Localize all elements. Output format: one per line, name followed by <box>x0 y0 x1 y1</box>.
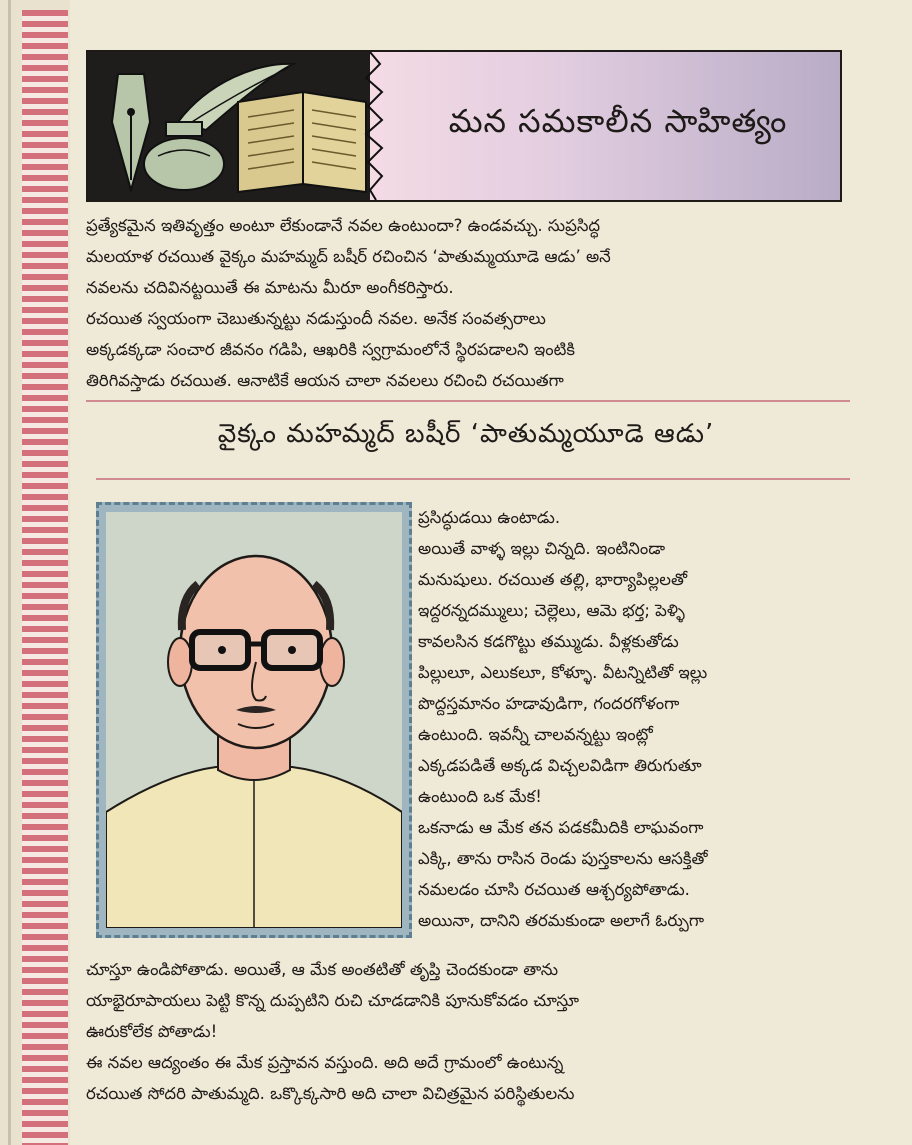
text-line: ఒకనాడు ఆ మేక తన పడకమీదికి లాఘవంగా <box>418 818 704 837</box>
text-line: పిల్లులూ, ఎలుకలూ, కోళ్ళూ. వీటన్నిటితో ఇల్లు <box>418 663 708 682</box>
text-line: ఈ నవల ఆద్యంతం ఈ మేక ప్రస్తావన వస్తుంది. అది అదే గ్రామంలో ఉంటున్న <box>86 1053 564 1072</box>
text-line: యాభైరూపాయలు పెట్టి కొన్న దుప్పటిని రుచి చూడడానికి పూనుకోవడం చూస్తూ <box>86 991 580 1010</box>
left-margin <box>0 0 70 1145</box>
fountain-pen-nib-icon <box>112 74 150 190</box>
text-line: నమలడం చూసి రచయిత ఆశ్చర్యపోతాడు. <box>418 880 690 899</box>
text-line: మనుషులు. రచయిత తల్లి, భార్యాపిల్లలతో <box>418 570 688 589</box>
text-line: రచయిత సోదరి పాతుమ్మది. ఒక్కొక్కసారి అది చాలా విచిత్రమైన పరిస్థితులను <box>86 1084 575 1103</box>
side-column-text <box>418 502 850 936</box>
text-line: తిరిగివస్తాడు రచయిత. ఆనాటికే ఆయన చాలా నవలలు రచించి రచయితగా <box>86 371 564 390</box>
intro-paragraph <box>86 210 850 396</box>
text-line: అక్కడక్కడా సంచార జీవనం గడిపి, ఆఖరికి స్వగ్రామంలోనే స్థిరపడాలని ఇంటికి <box>86 340 575 359</box>
text-line: ఎక్కడపడితే అక్కడ విచ్చలవిడిగా తిరుగుతూ <box>418 756 702 775</box>
section-header-banner <box>86 50 842 202</box>
closing-paragraph <box>86 954 850 1109</box>
section-title: మన సమకాలీన సాహిత్యం <box>448 102 788 140</box>
divider-bottom <box>96 478 850 480</box>
divider-top <box>86 400 850 402</box>
header-illustration <box>88 52 388 200</box>
text-line: చూస్తూ ఉండిపోతాడు. అయితే, ఆ మేక అంతటితో తృప్తి చెందకుండా తాను <box>86 960 559 979</box>
text-line: మలయాళ రచయిత వైక్కం మహమ్మద్ బషీర్ రచించిన ‘పాతుమ్మయూడె ఆడు’ అనే <box>86 247 611 266</box>
text-line: ఉంటుంది. ఇవన్నీ చాలవన్నట్టు ఇంట్లో <box>418 725 653 744</box>
text-line: ఉంటుంది ఒక మేక! <box>418 787 542 806</box>
text-line: రచయిత స్వయంగా చెబుతున్నట్టు నడుస్తుందీ నవల. అనేక సంవత్సరాలు <box>86 309 546 328</box>
text-line: ప్రత్యేకమైన ఇతివృత్తం అంటూ లేకుండానే నవల ఉంటుందా? ఉండవచ్చు. సుప్రసిద్ధ <box>86 216 601 235</box>
text-line: పొద్దస్తమానం హడావుడిగా, గందరగోళంగా <box>418 694 680 713</box>
author-portrait <box>96 502 412 938</box>
article-subtitle: వైక్కం మహమ్మద్ బషీర్ ‘పాతుమ్మయూడె ఆడు’ <box>217 419 715 449</box>
open-book-icon <box>238 92 366 192</box>
decorative-stripe-border <box>22 10 68 1145</box>
page-edge <box>8 0 11 1145</box>
text-line: ఎక్కి, తాను రాసిన రెండు పుస్తకాలను ఆసక్తితో <box>418 849 708 868</box>
text-line: ప్రసిద్ధుడయి ఉంటాడు. <box>418 508 561 527</box>
text-line: నవలను చదివినట్టయితే ఈ మాటను మీరూ అంగీకరిస్తారు. <box>86 278 454 297</box>
text-line: కావలసిన కడగొట్టు తమ్ముడు. వీళ్లకుతోడు <box>418 632 679 651</box>
text-line: ఇద్దరన్నదమ్ములు; చెల్లెలు, ఆమె భర్త; పెళ్ళి <box>418 601 685 620</box>
text-line: అయితే వాళ్ళ ఇల్లు చిన్నది. ఇంటినిండా <box>418 539 666 558</box>
text-line: ఊరుకోలేక పోతాడు! <box>86 1022 218 1041</box>
text-line: అయినా, దానిని తరమకుండా అలాగే ఓర్పుగా <box>418 911 705 930</box>
